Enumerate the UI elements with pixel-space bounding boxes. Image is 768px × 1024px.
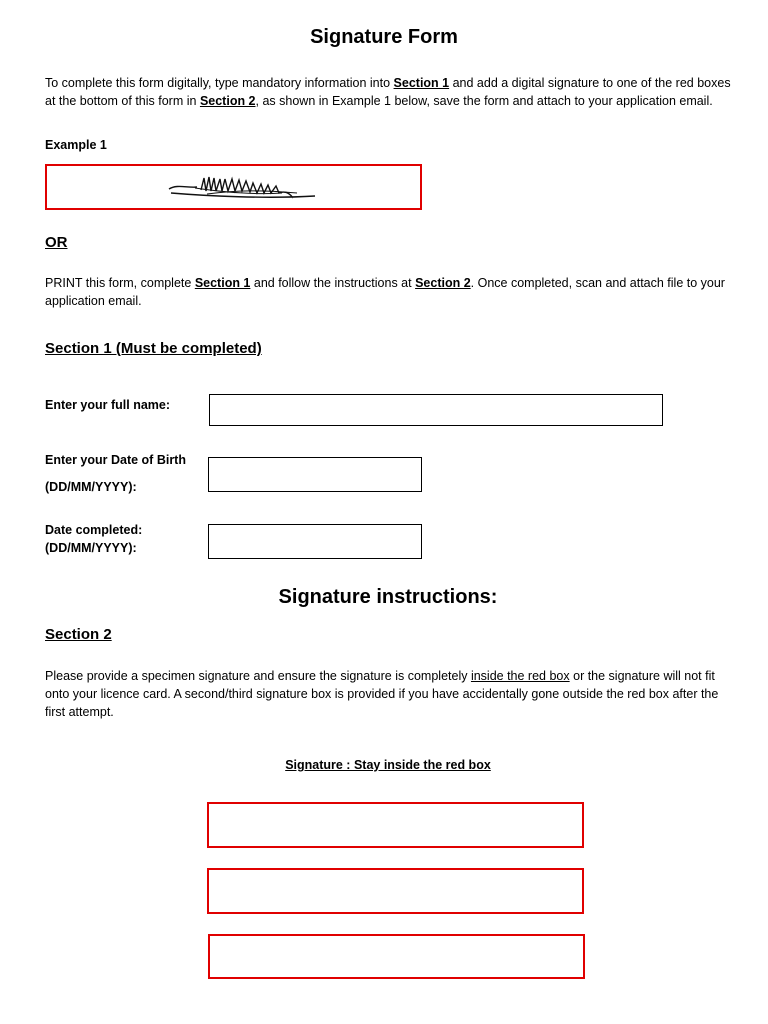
print-section1-ref: Section 1 <box>194 276 251 290</box>
print-section2-ref: Section 2 <box>415 276 471 290</box>
example-signature-box <box>45 164 422 210</box>
intro-section1-ref: Section 1 <box>393 76 450 90</box>
dob-field[interactable] <box>208 457 422 492</box>
print-text-3: . Once completed, scan and attach file to your application email. <box>45 276 725 308</box>
dob-label-line1: Enter your Date of Birth <box>45 453 186 467</box>
page-title: Signature Form <box>310 26 458 48</box>
print-text-1: PRINT this form, complete <box>45 276 195 290</box>
date-completed-label-line1: Date completed: <box>45 523 143 537</box>
or-label: OR <box>45 234 68 251</box>
intro-text-3: , as shown in Example 1 below, save the form and attach to your application email. <box>255 94 713 108</box>
full-name-label: Enter your full name: <box>45 398 171 412</box>
example-label: Example 1 <box>45 138 107 152</box>
full-name-field[interactable] <box>209 394 663 426</box>
signature-box-2[interactable] <box>207 868 584 914</box>
print-paragraph <box>45 274 735 310</box>
section1-heading: Section 1 (Must be completed) <box>45 340 262 357</box>
date-completed-field[interactable] <box>208 524 422 559</box>
intro-section2-ref: Section 2 <box>199 94 256 108</box>
example-signature-image <box>47 166 420 208</box>
instructions-text-1: Please provide a specimen signature and ensure the signature is completely <box>45 669 471 683</box>
print-text-2: and follow the instructions at <box>250 276 416 290</box>
date-completed-label-line2: (DD/MM/YYYY): <box>45 541 137 555</box>
instructions-text-2: or the signature will not fit onto your licence card. A second/third signature box is provided if you have accidentally gone outside the red box after the first attempt. <box>45 669 719 719</box>
intro-text-1: To complete this form digitally, type mandatory information into <box>45 76 394 90</box>
signature-box-1[interactable] <box>207 802 584 848</box>
instructions-paragraph <box>45 667 735 721</box>
signature-instructions-heading: Signature instructions: <box>278 586 498 608</box>
intro-text-2: and add a digital signature to one of the red boxes at the bottom of this form in <box>45 76 731 108</box>
signature-box-3[interactable] <box>208 934 585 979</box>
dob-label-line2: (DD/MM/YYYY): <box>45 480 137 494</box>
intro-paragraph <box>45 74 735 110</box>
section2-heading: Section 2 <box>45 626 112 643</box>
instructions-underlined: inside the red box <box>470 669 570 683</box>
signature-label: Signature : Stay inside the red box <box>285 758 491 772</box>
